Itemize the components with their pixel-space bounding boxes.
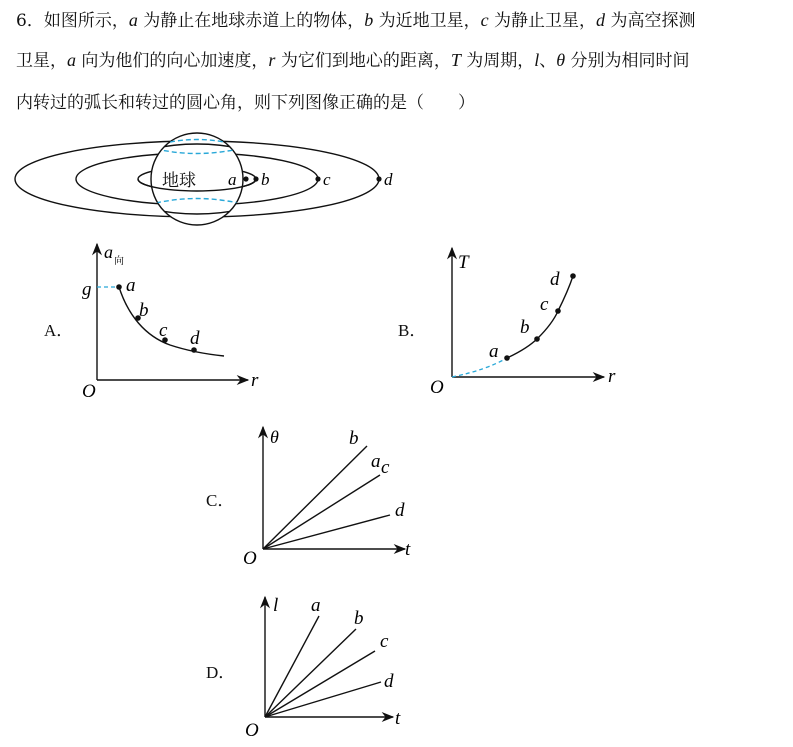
graph-c-yaxis: θ	[270, 427, 279, 447]
graph-a-label-c: c	[159, 320, 168, 341]
option-c-label[interactable]: C．	[206, 491, 235, 510]
graph-a-yaxis-sub: 向	[114, 256, 124, 267]
graph-c-label-c: c	[381, 457, 390, 478]
option-a-label[interactable]: A．	[44, 321, 74, 340]
graph-d-xaxis: t	[395, 708, 401, 729]
question-text-3: 内转过的弧长和转过的圆心角，则下列图像正确的是（ ）	[16, 93, 475, 113]
graph-d-label-d: d	[384, 671, 394, 692]
graph-b-label-b: b	[520, 317, 530, 338]
graph-c-label-b: b	[349, 428, 359, 449]
graph-b-label-c: c	[540, 294, 549, 315]
graph-d-origin: O	[245, 720, 259, 741]
graph-b-label-d: d	[550, 269, 560, 290]
graph-a-g-label: g	[82, 279, 92, 300]
graph-b	[452, 248, 604, 377]
graph-c-xaxis: t	[405, 539, 411, 560]
graph-a-yaxis: a	[104, 242, 113, 262]
diagram-label-c: c	[323, 170, 331, 189]
graph-d-label-b: b	[354, 608, 364, 629]
question-text-1: 如图所示，a 为静止在地球赤道上的物体，b 为近地卫星，c 为静止卫星，d 为高空探测	[43, 10, 696, 31]
graph-d-yaxis: l	[273, 595, 279, 616]
graph-c-label-a: a	[371, 451, 381, 472]
graph-b-yaxis: T	[458, 252, 469, 273]
graph-d-label-a: a	[311, 595, 321, 616]
graph-a-xaxis: r	[251, 370, 259, 391]
diagram-label-b: b	[261, 170, 270, 189]
option-d-label[interactable]: D．	[206, 663, 236, 682]
graph-b-origin: O	[430, 377, 444, 398]
graph-a-label-a: a	[126, 275, 136, 296]
diagram-label-a: a	[228, 170, 237, 189]
graph-b-xaxis: r	[608, 366, 616, 387]
question-text-2: 卫星，a 向为他们的向心加速度，r 为它们到地心的距离，T 为周期，l、θ 分别为相同时间	[16, 50, 690, 71]
graph-a-origin: O	[82, 381, 96, 402]
question-number: 6．	[16, 11, 44, 31]
graph-d-label-c: c	[380, 631, 389, 652]
earth-label: 地球	[162, 171, 196, 191]
graph-d	[265, 597, 393, 717]
diagram-label-d: d	[384, 170, 393, 189]
graph-a-label-b: b	[139, 300, 149, 321]
option-b-label[interactable]: B．	[398, 321, 427, 340]
graph-c	[263, 427, 405, 549]
graph-c-origin: O	[243, 548, 257, 569]
graph-a-label-d: d	[190, 328, 200, 349]
graph-b-label-a: a	[489, 341, 499, 362]
graph-c-label-d: d	[395, 500, 405, 521]
